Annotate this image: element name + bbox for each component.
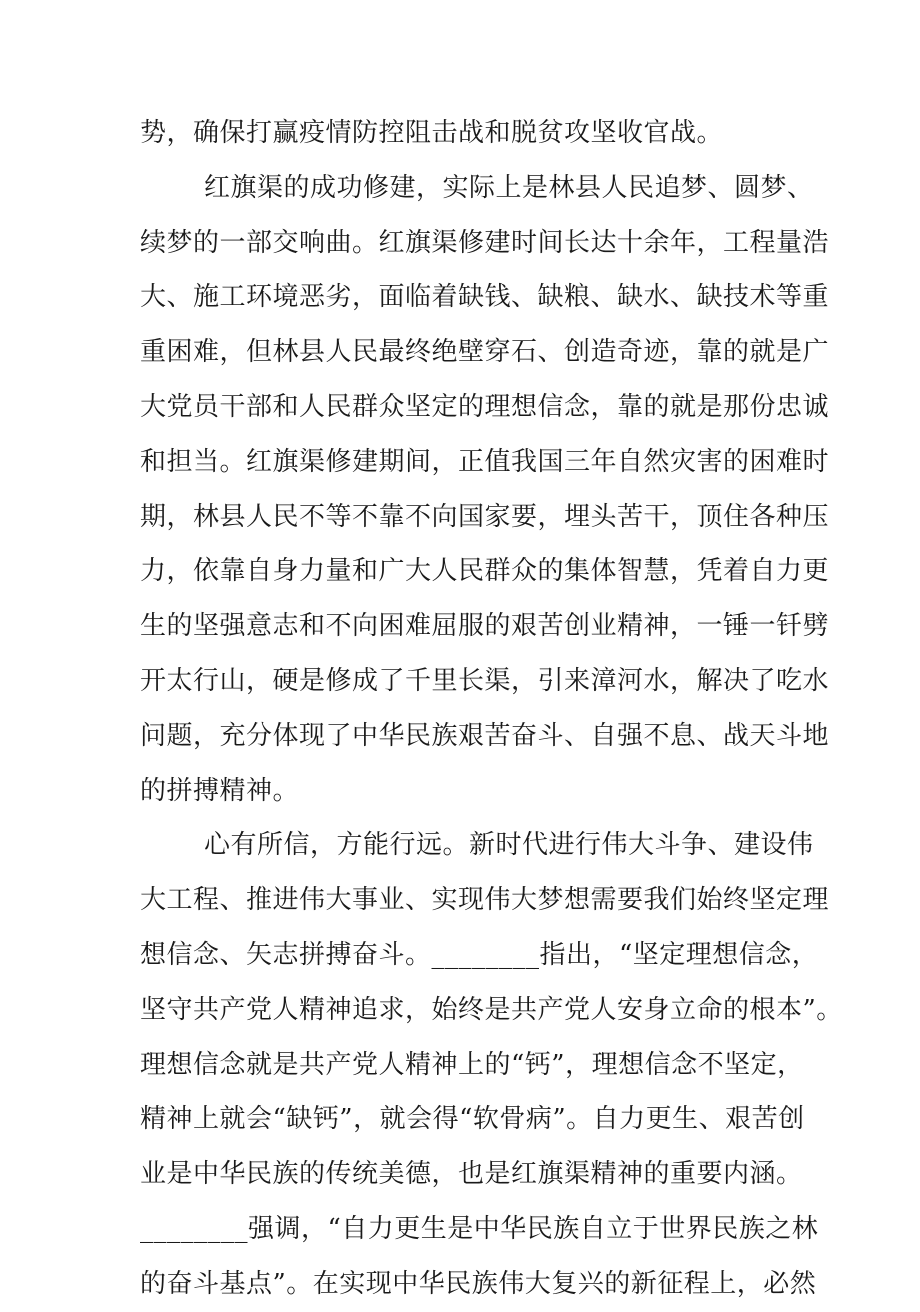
text-line: 大、施工环境恶劣，面临着缺钱、缺粮、缺水、缺技术等重 — [140, 282, 830, 313]
document-body — [140, 106, 843, 1312]
text-line: 力，依靠自身力量和广大人民群众的集体智慧，凭着自力更 — [140, 556, 830, 587]
text-line: 期，林县人民不等不靠不向国家要，埋头苦干，顶住各种压 — [140, 501, 830, 532]
text-line: 精神上就会“缺钙”，就会得“软骨病”。自力更生、艰苦创 — [140, 1104, 805, 1135]
text-line: 业是中华民族的传统美德，也是红旗渠精神的重要内涵。 — [140, 1159, 803, 1190]
text-line: 势，确保打赢疫情防控阻击战和脱贫攻坚收官战。 — [140, 118, 724, 148]
text-line: 重困难，但林县人民最终绝壁穿石、创造奇迹，靠的就是广 — [140, 337, 830, 368]
text-line: 理想信念就是共产党人精神上的“钙”，理想信念不坚定， — [140, 1049, 804, 1080]
text-line: 生的坚强意志和不向困难屈服的艰苦创业精神，一锤一钎劈 — [140, 611, 830, 642]
text-line: 坚守共产党人精神追求，始终是共产党人安身立命的根本”。 — [140, 994, 843, 1025]
text-line: 心有所信，方能行远。新时代进行伟大斗争、建设伟 — [204, 830, 814, 861]
text-line: 问题，充分体现了中华民族艰苦奋斗、自强不息、战天斗地 — [140, 720, 830, 751]
text-line: ________强调，“自力更生是中华民族自立于世界民族之林 — [140, 1213, 819, 1244]
text-line: 开太行山，硬是修成了千里长渠，引来漳河水，解决了吃水 — [140, 665, 830, 696]
text-line: 的奋斗基点”。在实现中华民族伟大复兴的新征程上，必然 — [140, 1268, 817, 1299]
text-line: 续梦的一部交响曲。红旗渠修建时间长达十余年，工程量浩 — [140, 227, 830, 258]
text-line: 的拼搏精神。 — [140, 775, 300, 806]
text-line: 想信念、矢志拼搏奋斗。________指出，“坚定理想信念， — [140, 939, 819, 970]
text-line: 大党员干部和人民群众坚定的理想信念，靠的就是那份忠诚 — [140, 391, 830, 422]
text-line: 红旗渠的成功修建，实际上是林县人民追梦、圆梦、 — [204, 172, 814, 203]
text-line: 大工程、推进伟大事业、实现伟大梦想需要我们始终坚定理 — [140, 885, 830, 916]
text-line: 和担当。红旗渠修建期间，正值我国三年自然灾害的困难时 — [140, 446, 830, 477]
